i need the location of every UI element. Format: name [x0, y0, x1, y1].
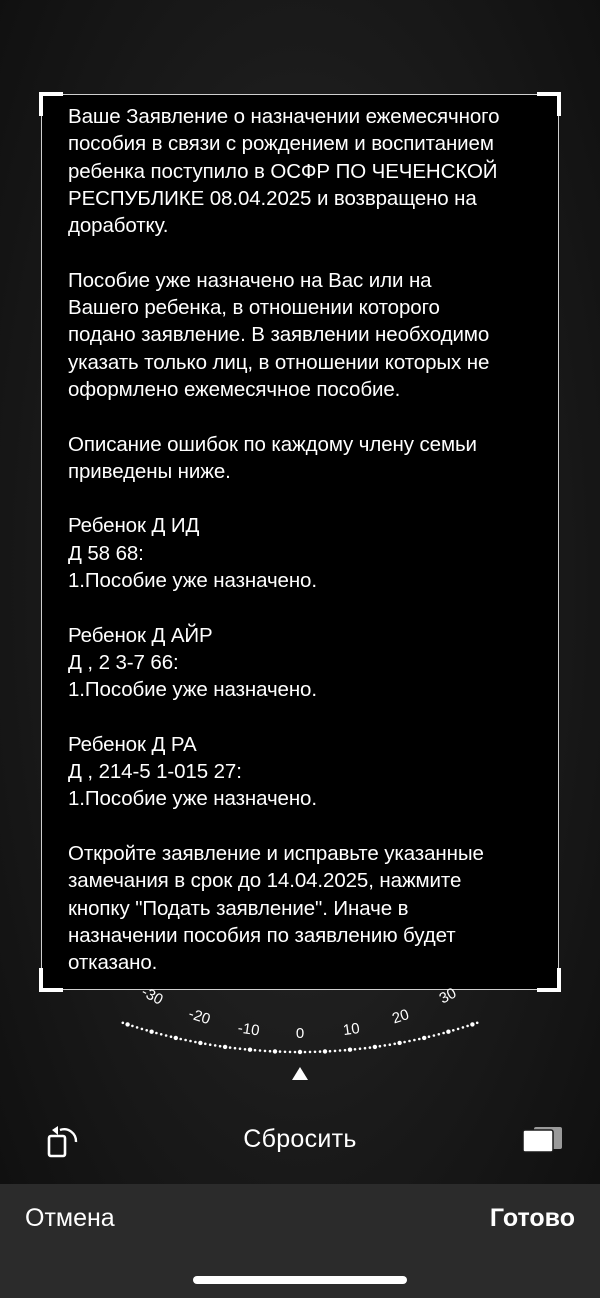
- dial-dot: [428, 1035, 431, 1038]
- dial-dot: [165, 1034, 168, 1037]
- dial-dot: [170, 1035, 173, 1038]
- dial-dot: [339, 1049, 342, 1052]
- paragraph-already-assigned: Пособие уже назначено на Вас или на Вашего ребенка, в отношении которого подано заявление. В заявлении необходимо указать только лиц, в отношении которых не оформлено ежемесячное пособие.: [68, 268, 490, 401]
- reset-button[interactable]: Сбросить: [0, 1124, 600, 1155]
- dial-dot: [184, 1039, 187, 1042]
- dial-dot: [122, 1022, 125, 1025]
- dial-dot: [244, 1048, 247, 1051]
- crop-frame[interactable]: [41, 94, 559, 990]
- dial-dot: [160, 1033, 163, 1036]
- dial-dot: [369, 1046, 372, 1049]
- dial-dot: [446, 1030, 450, 1034]
- dial-dot: [198, 1041, 202, 1045]
- dial-dot: [422, 1036, 426, 1040]
- dial-dot: [457, 1028, 460, 1031]
- dial-dot: [452, 1029, 455, 1032]
- dial-dot: [155, 1032, 158, 1035]
- dial-tick-label-m10: -10: [236, 1019, 261, 1040]
- dial-dot: [379, 1045, 382, 1048]
- dial-dot: [470, 1022, 474, 1026]
- dial-dot: [323, 1049, 327, 1053]
- aspect-ratio-icon[interactable]: [520, 1124, 566, 1156]
- dial-dot: [229, 1046, 232, 1049]
- dial-dot: [284, 1051, 287, 1054]
- dial-dot: [248, 1048, 252, 1052]
- dial-dot: [354, 1048, 357, 1051]
- dial-dot: [214, 1044, 217, 1047]
- done-button[interactable]: Готово: [489, 1204, 575, 1232]
- dial-dot: [269, 1050, 272, 1053]
- dial-dot: [174, 1036, 178, 1040]
- dial-dot: [136, 1026, 139, 1029]
- dial-dot: [304, 1051, 307, 1054]
- dial-dot: [131, 1025, 134, 1028]
- dial-tick-label-m30: -30: [138, 983, 166, 1009]
- dial-dot: [204, 1043, 207, 1046]
- dial-dot: [329, 1050, 332, 1053]
- paragraph-child-1: Ребенок Д ИД Д 58 68: 1.Пособие уже назначено.: [68, 514, 317, 593]
- dial-dot: [194, 1041, 197, 1044]
- dial-dot: [273, 1049, 277, 1053]
- bottom-action-bar: [0, 1184, 600, 1298]
- dial-dot: [344, 1049, 347, 1052]
- dial-dot: [413, 1039, 416, 1042]
- dial-dot: [289, 1051, 292, 1054]
- dial-dot: [259, 1049, 262, 1052]
- dial-dot: [179, 1038, 182, 1041]
- dial-dot: [348, 1048, 352, 1052]
- dial-dot: [141, 1028, 144, 1031]
- paragraph-intro: Ваше Заявление о назначении ежемесячного пособия в связи с рождением и воспитанием ребенка поступило в ОСФР ПО ЧЕЧЕНСКОЙ РЕСПУБЛИКЕ 08.04.2025 и возвращено на доработку.: [68, 105, 500, 238]
- dial-dot: [314, 1051, 317, 1054]
- dial-tick-label-20: 20: [390, 1006, 412, 1028]
- dial-dot: [438, 1033, 441, 1036]
- paragraph-child-2: Ребенок Д АЙР Д , 2 3-7 66: 1.Пособие уже назначено.: [68, 623, 317, 702]
- dial-dot: [279, 1050, 282, 1053]
- dial-pointer-icon: [292, 1067, 308, 1080]
- dial-dot: [403, 1041, 406, 1044]
- straighten-dial[interactable]: [0, 980, 600, 1090]
- dial-dot: [319, 1050, 322, 1053]
- dial-dot: [223, 1045, 227, 1049]
- dial-dot: [462, 1026, 465, 1029]
- dial-dot: [373, 1045, 377, 1049]
- dial-dot: [298, 1050, 302, 1054]
- dial-dot: [309, 1051, 312, 1054]
- dial-dot: [264, 1050, 267, 1053]
- dial-dot: [466, 1025, 469, 1028]
- dial-dot: [476, 1022, 479, 1025]
- dial-tick-label-30: 30: [436, 984, 460, 1008]
- dial-tick-label-m20: -20: [186, 1005, 213, 1029]
- cancel-button[interactable]: Отмена: [25, 1204, 115, 1232]
- paragraph-errors-header: Описание ошибок по каждому члену семьи приведены ниже.: [68, 432, 477, 483]
- dial-dot: [359, 1047, 362, 1050]
- dial-dot: [397, 1041, 401, 1045]
- dial-dot: [384, 1044, 387, 1047]
- dial-dot: [393, 1043, 396, 1046]
- paragraph-child-3: Ребенок Д РА Д , 214-5 1-015 27: 1.Пособие уже назначено.: [68, 732, 317, 811]
- home-indicator[interactable]: [193, 1276, 407, 1284]
- dial-tick-label-0: 0: [295, 1025, 305, 1042]
- paragraph-instructions: Откройте заявление и исправьте указанные замечания в срок до 14.04.2025, нажмите кнопку "Подать заявление". Иначе в назначении пособия по заявлению будет отказано.: [68, 842, 484, 975]
- edit-toolbar: [0, 1110, 600, 1172]
- dial-dot: [389, 1043, 392, 1046]
- dial-dot: [433, 1034, 436, 1037]
- dial-dot: [239, 1047, 242, 1050]
- dial-dot: [408, 1040, 411, 1043]
- dial-dot: [209, 1043, 212, 1046]
- dial-dot: [418, 1038, 421, 1041]
- document-image: [41, 94, 559, 990]
- dial-dot: [125, 1022, 129, 1026]
- dial-dot: [334, 1050, 337, 1053]
- crop-handle-top-right[interactable]: [537, 92, 561, 116]
- dial-dot: [294, 1051, 297, 1054]
- dial-dot: [149, 1030, 153, 1034]
- dial-tick-label-10: 10: [341, 1019, 361, 1040]
- crop-handle-top-left[interactable]: [39, 92, 63, 116]
- dial-dot: [219, 1045, 222, 1048]
- dial-dot: [442, 1032, 445, 1035]
- dial-dot: [364, 1047, 367, 1050]
- dial-dot: [145, 1029, 148, 1032]
- dial-dot: [254, 1049, 257, 1052]
- dial-dot: [189, 1040, 192, 1043]
- dial-dot: [234, 1047, 237, 1050]
